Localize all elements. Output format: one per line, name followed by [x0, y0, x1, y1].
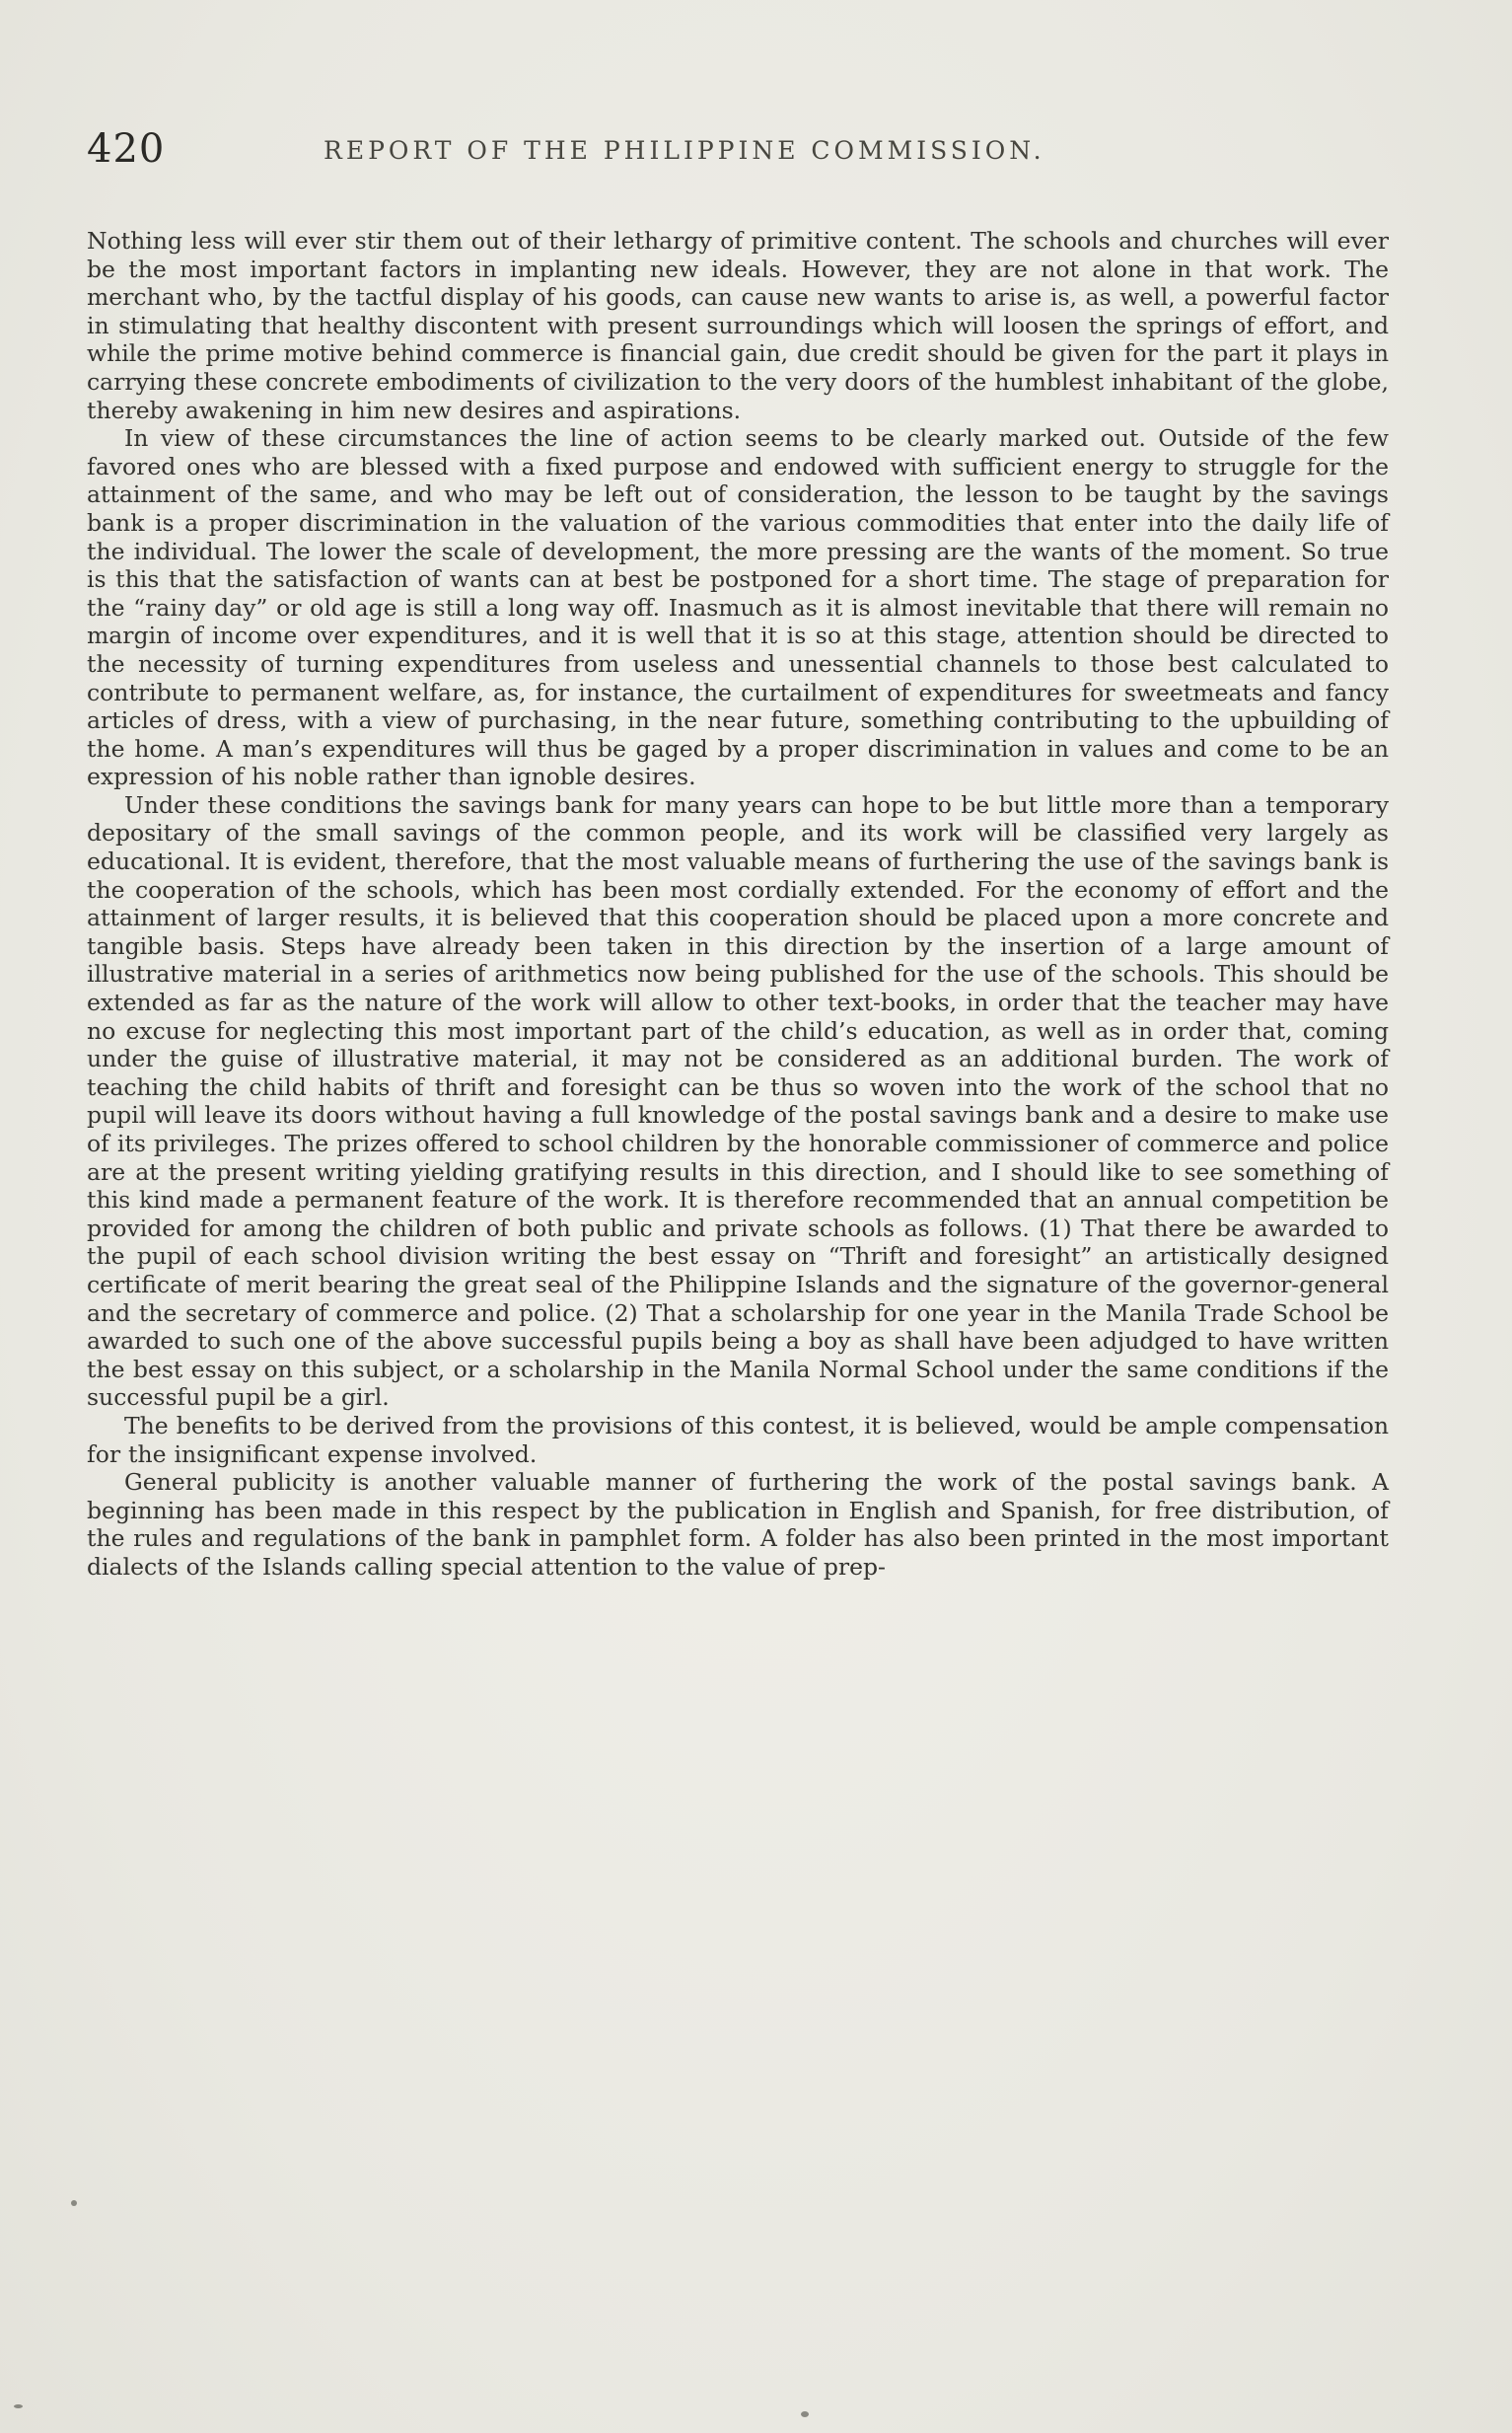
paper-speck-left	[71, 2200, 77, 2206]
page-header	[87, 126, 1389, 185]
paragraph-3: Under these conditions the savings bank for many years can hope to be but little more than a temporary depositary of the small savings of the common people, and its work will be classified very largely as educational. It is evident, therefore, that the most valuable means of furthering the use of the savings bank is the cooperation of the schools, which has been most cordially extended. For the economy of effort and the attainment of larger results, it is believed that this cooperation should be placed upon a more concrete and tangible basis. Steps have already been taken in this direction by the insertion of a large amount of illustrative material in a series of arithmetics now being published for the use of the schools. This should be extended as far as the nature of the work will allow to other text-books, in order that the teacher may have no excuse for neglecting this most important part of the child’s education, as well as in order that, coming under the guise of illustrative material, it may not be considered as an additional burden. The work of teaching the child habits of thrift and foresight can be thus so woven into the work of the school that no pupil will leave its doors without having a full knowledge of the postal savings bank and a desire to make use of its privileges. The prizes offered to school children by the honorable commissioner of commerce and police are at the present writing yielding gratifying results in this direction, and I should like to see something of this kind made a permanent feature of the work. It is therefore recommended that an annual competition be provided for among the children of both public and private schools as follows. (1) That there be awarded to the pupil of each school division writing the best essay on “Thrift and foresight” an artistically designed certificate of merit bearing the great seal of the Philippine Islands and the signature of the governor-general and the secretary of commerce and police. (2) That a scholarship for one year in the Manila Trade School be awarded to such one of the above successful pupils being a boy as shall have been adjudged to have written the best essay on this subject, or a scholarship in the Manila Normal School under the same conditions if the successful pupil be a girl.	[87, 790, 1389, 1412]
paragraph-1: Nothing less will ever stir them out of their lethargy of primitive content. The schools and churches will ever be the most important factors in implanting new ideals. However, they are not alone in that work. The merchant who, by the tactful display of his goods, can cause new wants to arise is, as well, a powerful factor in stimulating that healthy discontent with present surroundings which will loosen the springs of effort, and while the prime motive behind commerce is financial gain, due credit should be given for the part it plays in carrying these concrete embodiments of civilization to the very doors of the humblest inhabitant of the globe, thereby awakening in him new desires and aspirations.	[87, 227, 1389, 424]
paragraph-5: General publicity is another valuable manner of furthering the work of the postal savings bank. A beginning has been made in this respect by the publication in English and Spanish, for free distribution, of the rules and regulations of the bank in pamphlet form. A folder has also been printed in the most important dialects of the Islands calling special attention to the value of prep-	[87, 1468, 1389, 1581]
paragraph-4: The benefits to be derived from the provisions of this contest, it is believed, would be ample compensation for the insignificant expense involved.	[87, 1411, 1389, 1468]
page-number: 420	[87, 126, 166, 172]
paragraph-2: In view of these circumstances the line of action seems to be clearly marked out. Outside of the few favored ones who are blessed with a fixed purpose and endowed with sufficient energy to struggle for the attainment of the same, and who may be left out of consideration, the lesson to be taught by the savings bank is a proper discrimination in the valuation of the various commodities that enter into the daily life of the individual. The lower the scale of development, the more pressing are the wants of the moment. So true is this that the satisfaction of wants can at best be postponed for a short time. The stage of preparation for the “rainy day” or old age is still a long way off. Inasmuch as it is almost inevitable that there will remain no margin of income over expenditures, and it is well that it is so at this stage, attention should be directed to the necessity of turning expenditures from useless and unessential channels to those best calculated to contribute to permanent welfare, as, for instance, the curtailment of expenditures for sweetmeats and fancy articles of dress, with a view of purchasing, in the near future, something contributing to the upbuilding of the home. A man’s expenditures will thus be gaged by a proper discrimination in values and come to be an expression of his noble rather than ignoble desires.	[87, 424, 1389, 791]
running-head: REPORT OF THE PHILIPPINE COMMISSION.	[324, 136, 1045, 165]
paper-speck-bottom-center	[801, 2411, 809, 2417]
paper-speck-bottom-left	[14, 2404, 23, 2408]
body-text	[87, 227, 1389, 1582]
